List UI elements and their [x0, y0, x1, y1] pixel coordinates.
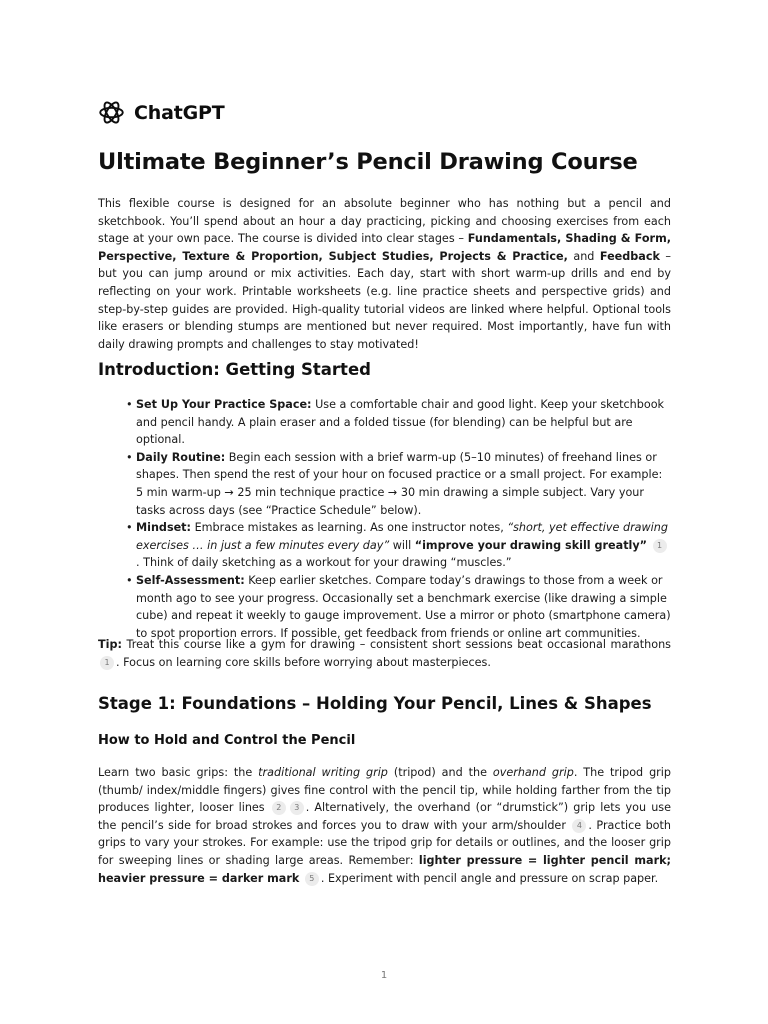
list-item: • Self-Assessment: Keep earlier sketches. Compare today’s drawings to those from a week or month ago to see your progress. Occasionally set a benchmark exercise (like drawing a simple cube) and repeat it weekly to gauge improvement. Use a mirror or photo (smartphone camera) to spot proportion errors. If possible, get feedback from friends or online art communities. — [126, 572, 671, 642]
getting-started-list — [126, 396, 671, 642]
pencil-grip-subheading: How to Hold and Control the Pencil — [98, 733, 356, 748]
brand-header — [98, 99, 224, 126]
citation-badge[interactable]: 2 — [272, 801, 286, 815]
page-number: 1 — [380, 970, 388, 981]
list-item: • Set Up Your Practice Space: Use a comfortable chair and good light. Keep your sketchbook and pencil handy. A plain eraser and a folded tissue (for blending) can be helpful but are optional. — [126, 396, 671, 449]
citation-badge[interactable]: 1 — [100, 656, 114, 670]
stage1-heading: Stage 1: Foundations – Holding Your Pencil, Lines & Shapes — [98, 694, 652, 713]
citation-badge[interactable]: 5 — [305, 872, 319, 886]
openai-logo-icon — [98, 99, 125, 126]
tip-paragraph: Tip: Treat this course like a gym for drawing – consistent short sessions beat occasional marathons 1 . Focus on learning core skills before worrying about masterpieces. — [98, 638, 671, 669]
getting-started-heading: Introduction: Getting Started — [98, 360, 371, 379]
intro-paragraph: This flexible course is designed for an absolute beginner who has nothing but a pencil and sketchbook. You’ll spend about an hour a day practicing, picking and choosing exercises from each stage at your own pace. The course is divided into clear stages – Fundamentals, Shading & Form, Perspective, Texture & Proportion, Subject Studies, Projects & Practice, and Feedback – but you can jump around or mix activities. Each day, start with short warm-up drills and end by reflecting on your work. Printable worksheets (e.g. line practice sheets and perspective grids) and step-by-step guides are provided. High-quality tutorial videos are linked where helpful. Optional tools like erasers or blending stumps are mentioned but never required. Most importantly, have fun with daily drawing prompts and challenges to stay motivated! — [98, 197, 671, 351]
citation-badge[interactable]: 4 — [572, 819, 586, 833]
pencil-grip-paragraph: Learn two basic grips: the traditional writing grip (tripod) and the overhand grip. The tripod grip (thumb/ index/middle fingers) gives fine control with the pencil tip, while holding farther from the tip produces lighter, looser lines 2 3 . Alternatively, the overhand (or “drumstick”) grip lets you use the pencil’s side for broad strokes and forces you to draw with your arm/shoulder 4 . Practice both grips to vary your strokes. For example: use the tripod grip for details or outlines, and the looser grip for sweeping lines or shading large areas. Remember: lighter pressure = lighter pencil mark; heavier pressure = darker mark 5 . Experiment with pencil angle and pressure on scrap paper. — [98, 766, 672, 885]
page-title: Ultimate Beginner’s Pencil Drawing Course — [98, 149, 638, 175]
citation-badge[interactable]: 3 — [290, 801, 304, 815]
list-item: • Daily Routine: Begin each session with a brief warm-up (5–10 minutes) of freehand lines or shapes. Then spend the rest of your hour on focused practice or a small project. For example: 5 min warm-up → 25 min technique practice → 30 min drawing a simple subject. Vary your tasks across days (see “Practice Schedule” below). — [126, 449, 671, 519]
list-item: • Mindset: Embrace mistakes as learning. As one instructor notes, “short, yet effective drawing exercises … in just a few minutes every day” will “improve your drawing skill greatly” 1. Think of daily sketching as a workout for your drawing “muscles.” — [126, 519, 671, 572]
brand-name: ChatGPT — [134, 101, 225, 124]
citation-badge[interactable]: 1 — [653, 539, 667, 553]
